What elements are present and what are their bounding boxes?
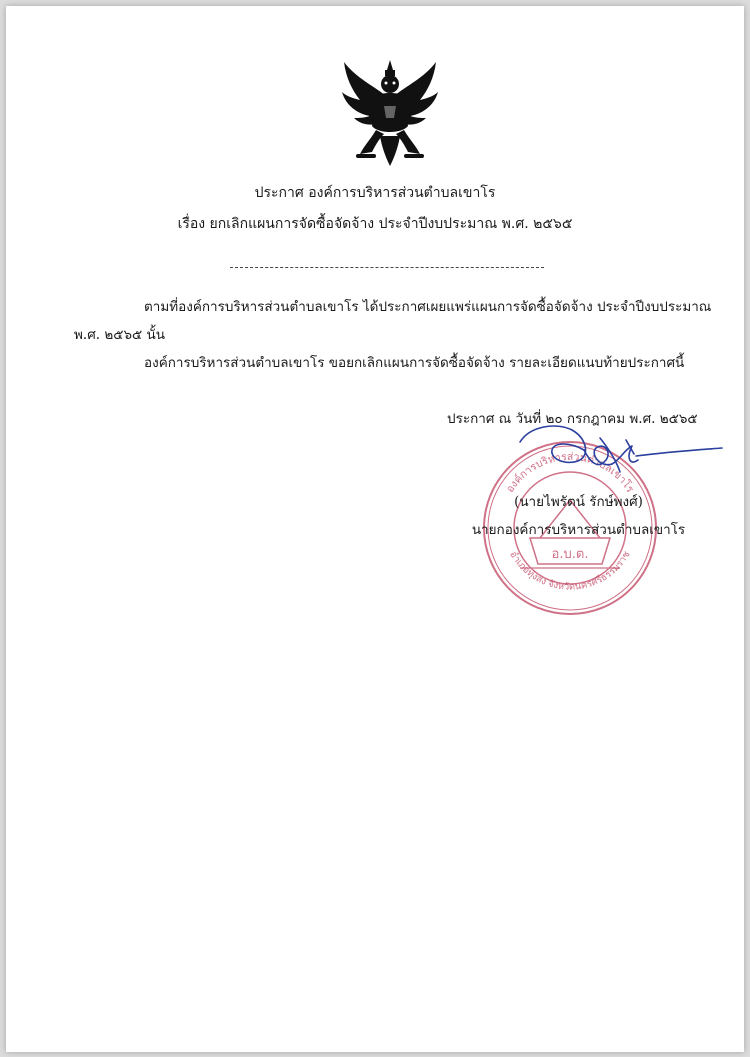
heading-divider: [230, 267, 544, 268]
announcement-heading: ประกาศ องค์การบริหารส่วนตำบลเขาโร: [254, 185, 496, 201]
given-date: ประกาศ ณ วันที่ ๒๐ กรกฎาคม พ.ศ. ๒๕๖๕: [447, 411, 698, 427]
signer-position: นายกองค์การบริหารส่วนตำบลเขาโร: [471, 522, 686, 538]
signer-name: (นายไพรัตน์ รักษ์พงศ์): [514, 494, 643, 510]
seal-top-text: องค์การบริหารส่วนตำบลเขาโร: [503, 450, 637, 495]
body-paragraph-2: องค์การบริหารส่วนตำบลเขาโร ขอยกเลิกแผนการจัดซื้อจัดจ้าง รายละเอียดแนบท้ายประกาศนี้: [144, 355, 685, 371]
seal-bottom-text: อำเภอทุ่งสง จังหวัดนครศรีธรรมราช: [507, 549, 633, 593]
garuda-emblem: [336, 56, 444, 168]
body-paragraph-1-line-1: ตามที่องค์การบริหารส่วนตำบลเขาโร ได้ประกาศเผยแพร่แผนการจัดซื้อจัดจ้าง ประจำปีงบประมาณ: [144, 299, 712, 315]
document-page: [6, 6, 744, 1052]
announcement-subject: เรื่อง ยกเลิกแผนการจัดซื้อจัดจ้าง ประจำปีงบประมาณ พ.ศ. ๒๕๖๕: [177, 216, 573, 232]
handwritten-signature: [516, 420, 726, 482]
seal-center-text: อ.บ.ต.: [551, 547, 589, 562]
body-paragraph-1-line-2: พ.ศ. ๒๕๖๕ นั้น: [74, 327, 165, 343]
